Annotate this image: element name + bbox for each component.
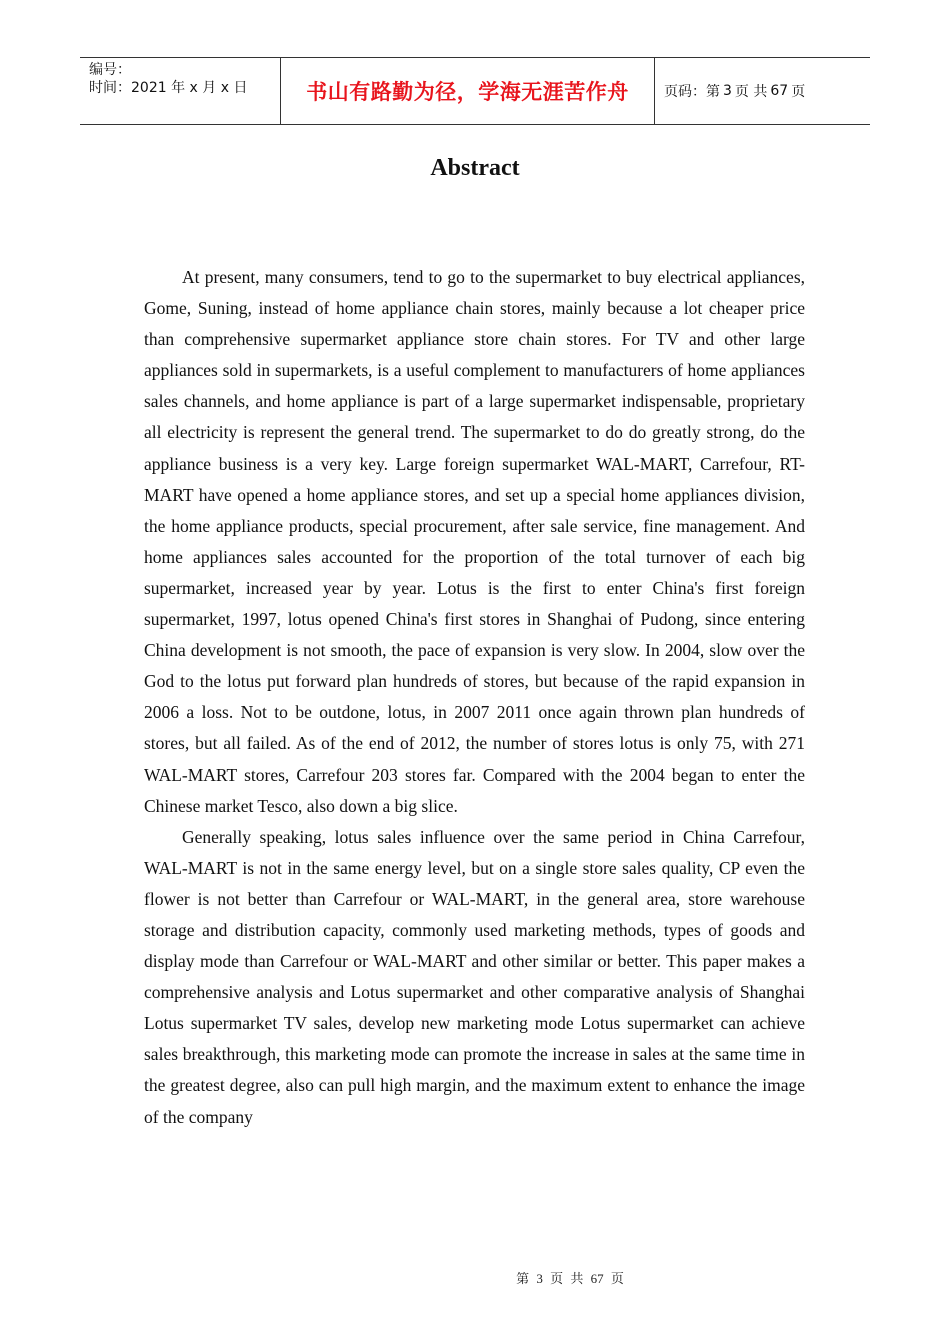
document-time-label: 时间：2021 年 x 月 x 日	[89, 80, 248, 96]
document-body	[144, 262, 805, 1133]
header-motto: 书山有路勤为径，学海无涯苦作舟	[281, 58, 655, 124]
document-number-label: 编号：	[89, 62, 131, 78]
page-current: 3	[723, 83, 732, 99]
page-total: 67	[770, 83, 789, 99]
document-title: Abstract	[430, 155, 520, 181]
header-meta	[80, 58, 281, 124]
page-mid-label: 页 共	[734, 84, 768, 100]
page-footer: 第 3 页 共 67 页	[516, 1271, 624, 1286]
paragraph-2: Generally speaking, lotus sales influence over the same period in China Carrefour, WAL-MART is not in the same energy level, but on a single store sales quality, CP even the flower is not better than Carrefour or WAL-MART, in the general area, store warehouse storage and distribution capacity, commonly used marketing methods, types of goods and display mode than Carrefour or WAL-MART and other similar or better. This paper makes a comprehensive analysis and Lotus supermarket and other comparative analysis of Shanghai Lotus supermarket TV sales, develop new marketing mode Lotus supermarket can achieve sales breakthrough, this marketing mode can promote the increase in sales at the same time in the greatest degree, also can pull high margin, and the maximum extent to enhance the image of the company	[144, 826, 805, 1127]
paragraph-1: At present, many consumers, tend to go to the supermarket to buy electrical appliances, Gome, Suning, instead of home appliance chain stores, mainly because a lot cheaper price than comprehensive supermarket appliance store chain stores. For TV and other large appliances sold in supermarkets, is a useful complement to manufacturers of home appliances sales channels, and home appliance is part of a large supermarket indispensable, proprietary all electricity is represent the general trend. The supermarket to do do greatly strong, do the appliance business is a very key. Large foreign supermarket WAL-MART, Carrefour, RT-MART have opened a home appliance stores, and set up a special home appliances division, the home appliance products, special procurement, after sale service, fine management. And home appliances sales accounted for the proportion of the total turnover of each big supermarket, increased year by year. Lotus is the first to enter China's first foreign supermarket, 1997, lotus opened China's first stores in Shanghai of Pudong, since entering China development is not smooth, the pace of expansion is very slow. In 2004, slow over the God to the lotus put forward plan hundreds of stores, but because of the rapid expansion in 2006 a loss. Not to be outdone, lotus, in 2007 2011 once again thrown plan hundreds of stores, but all failed. As of the end of 2012, the number of stores lotus is only 75, with 271 WAL-MART stores, Carrefour 203 stores far. Compared with the 2004 began to enter the Chinese market Tesco, also down a big slice.	[144, 267, 805, 816]
header-page-info	[655, 58, 870, 124]
page-header	[80, 57, 870, 125]
page-label: 页码：第	[664, 84, 720, 100]
page-end-label: 页	[791, 84, 806, 100]
